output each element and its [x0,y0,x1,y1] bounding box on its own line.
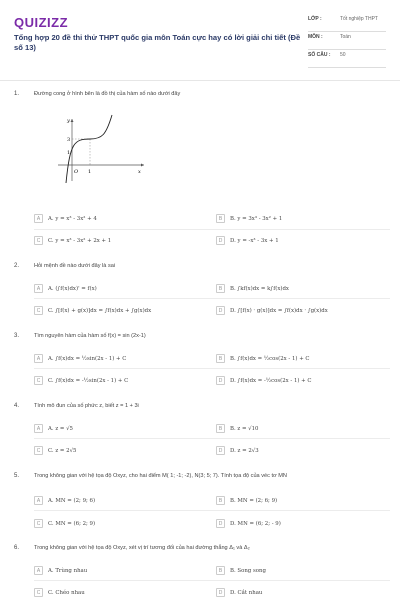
option-letter-box: B [216,284,225,293]
option-text: B. ∫f(x)dx = ½cos(2x - 1) + C [230,355,310,362]
option-text: C. Chéo nhau [48,589,85,596]
option-c[interactable] [34,375,128,386]
meta-row-count [308,50,386,68]
meta-row-class [308,14,386,32]
question-text: Tìm nguyên hàm của hàm số f(x) = sin (2x-1) [34,333,146,339]
option-d[interactable] [216,375,312,386]
option-d[interactable] [216,445,259,456]
question-number: 6. [14,545,20,551]
option-separator [34,229,390,230]
x-axis-label: x [138,169,141,175]
option-letter-box: A [34,566,43,575]
option-letter-box: A [34,354,43,363]
option-separator [34,580,390,581]
question-number: 2. [14,263,20,269]
question-number: 3. [14,333,20,339]
question-4 [14,403,390,463]
option-b[interactable] [216,565,266,576]
option-text: D. MN = (6; 2; - 9) [230,520,281,527]
option-b[interactable] [216,495,277,506]
meta-row-subject [308,32,386,50]
question-text: Trong không gian với hệ tọa độ Oxyz, cho hai điểm M( 1; -1; -2), N(3; 5; 7). Tính tọa độ của véc tơ MN [34,473,287,479]
option-text: A. ∫f(x)dx = ½sin(2x - 1) + C [48,355,127,362]
question-text: Tính mô đun của số phức z, biết z = 1 + 3i [34,403,139,409]
meta-key: SỐ CÂU : [308,52,331,58]
option-b[interactable] [216,423,258,434]
option-text: B. MN = (2; 6; 9) [230,497,278,504]
option-separator [34,368,390,369]
option-text: C. MN = (6; 2; 9) [48,520,96,527]
x-tick-1: 1 [88,169,92,175]
option-d[interactable] [216,305,328,316]
option-text: B. Song song [230,567,266,574]
option-text: D. ∫f(x)dx = -½cos(2x - 1) + C [230,377,312,384]
option-letter-box: D [216,588,225,597]
meta-value: Toán [340,34,351,40]
option-c[interactable] [34,305,151,316]
option-text: A. z = √5 [48,425,73,432]
quizizz-logo: QUIZIZZ [14,15,69,30]
option-letter-box: A [34,284,43,293]
question-3 [14,333,390,393]
option-a[interactable] [34,283,97,294]
option-letter-box: C [34,519,43,528]
meta-key: LỚP : [308,16,322,22]
question-number: 4. [14,403,20,409]
meta-table [308,14,386,68]
option-text: A. (∫f(x)dx)' = f(x) [48,285,97,292]
option-letter-box: D [216,236,225,245]
option-a[interactable] [34,213,97,224]
meta-key: MÔN : [308,34,323,40]
option-c[interactable] [34,235,111,246]
option-d[interactable] [216,235,279,246]
option-letter-box: A [34,214,43,223]
question-number: 5. [14,473,20,479]
option-c[interactable] [34,587,85,598]
question-1 [14,91,390,251]
option-text: D. y = -x³ - 3x + 1 [230,237,279,244]
header-divider [0,80,400,81]
y-axis-label: y [67,118,70,124]
option-text: C. ∫f(x)dx = -½sin(2x - 1) + C [48,377,129,384]
option-letter-box: C [34,588,43,597]
option-letter-box: C [34,376,43,385]
option-letter-box: D [216,519,225,528]
option-text: A. Trùng nhau [48,567,88,574]
option-d[interactable] [216,587,262,598]
option-letter-box: C [34,236,43,245]
option-c[interactable] [34,518,95,529]
y-tick-1: 1 [67,150,71,156]
option-letter-box: B [216,354,225,363]
option-text: A. MN = (2; 9; 6) [48,497,96,504]
question-2 [14,263,390,323]
x-axis-arrow [141,164,144,167]
option-letter-box: B [216,496,225,505]
option-separator [34,510,390,511]
option-text: B. ∫kf(x)dx = k∫f(x)dx [230,285,289,292]
option-b[interactable] [216,353,310,364]
question-text: Trong không gian với hệ tọa độ Oxyz, xét vị trí tương đối của hai đường thẳng Δ₁ và Δ₂ [34,545,250,551]
option-a[interactable] [34,423,73,434]
question-number: 1. [14,91,20,97]
option-letter-box: A [34,496,43,505]
option-text: C. ∫[f(x) + g(x)]dx = ∫f(x)dx + ∫g(x)dx [48,307,152,314]
option-c[interactable] [34,445,76,456]
option-separator [34,298,390,299]
question-text: Đường cong ở hình bên là đồ thị của hàm số nào dưới đây [34,91,181,97]
y-axis-arrow [71,119,74,122]
option-text: C. z = 2√5 [48,447,77,454]
question-5 [14,473,390,533]
option-letter-box: B [216,214,225,223]
meta-value: Tốt nghiệp THPT [340,16,378,22]
question-6 [14,545,390,600]
option-letter-box: A [34,424,43,433]
function-graph [56,113,146,183]
option-letter-box: C [34,306,43,315]
option-text: D. z = 2√3 [230,447,259,454]
option-letter-box: D [216,376,225,385]
option-letter-box: D [216,306,225,315]
option-b[interactable] [216,213,282,224]
option-a[interactable] [34,495,95,506]
option-text: B. y = 3x³ - 3x² + 1 [230,215,283,222]
option-b[interactable] [216,283,289,294]
option-text: A. y = x³ - 3x² + 4 [48,215,97,222]
origin-label: O [74,169,79,175]
option-a[interactable] [34,565,87,576]
option-separator [34,438,390,439]
meta-value: 50 [340,52,346,58]
option-text: B. z = √10 [230,425,259,432]
option-letter-box: C [34,446,43,455]
option-letter-box: B [216,566,225,575]
worksheet-title: Tổng hợp 20 đề thi thử THPT quốc gia môn Toán cực hay có lời giải chi tiết (Đề số 13) [14,33,301,52]
y-tick-3: 3 [67,137,71,143]
option-a[interactable] [34,353,126,364]
option-d[interactable] [216,518,281,529]
option-text: C. y = x³ - 3x² + 2x + 1 [48,237,112,244]
option-text: D. ∫[f(x) · g(x)]dx = ∫f(x)dx · ∫g(x)dx [230,307,328,314]
option-text: D. Cắt nhau [230,589,263,596]
question-text: Hỏi mệnh đề nào dưới đây là sai [34,263,116,269]
option-letter-box: D [216,446,225,455]
option-letter-box: B [216,424,225,433]
